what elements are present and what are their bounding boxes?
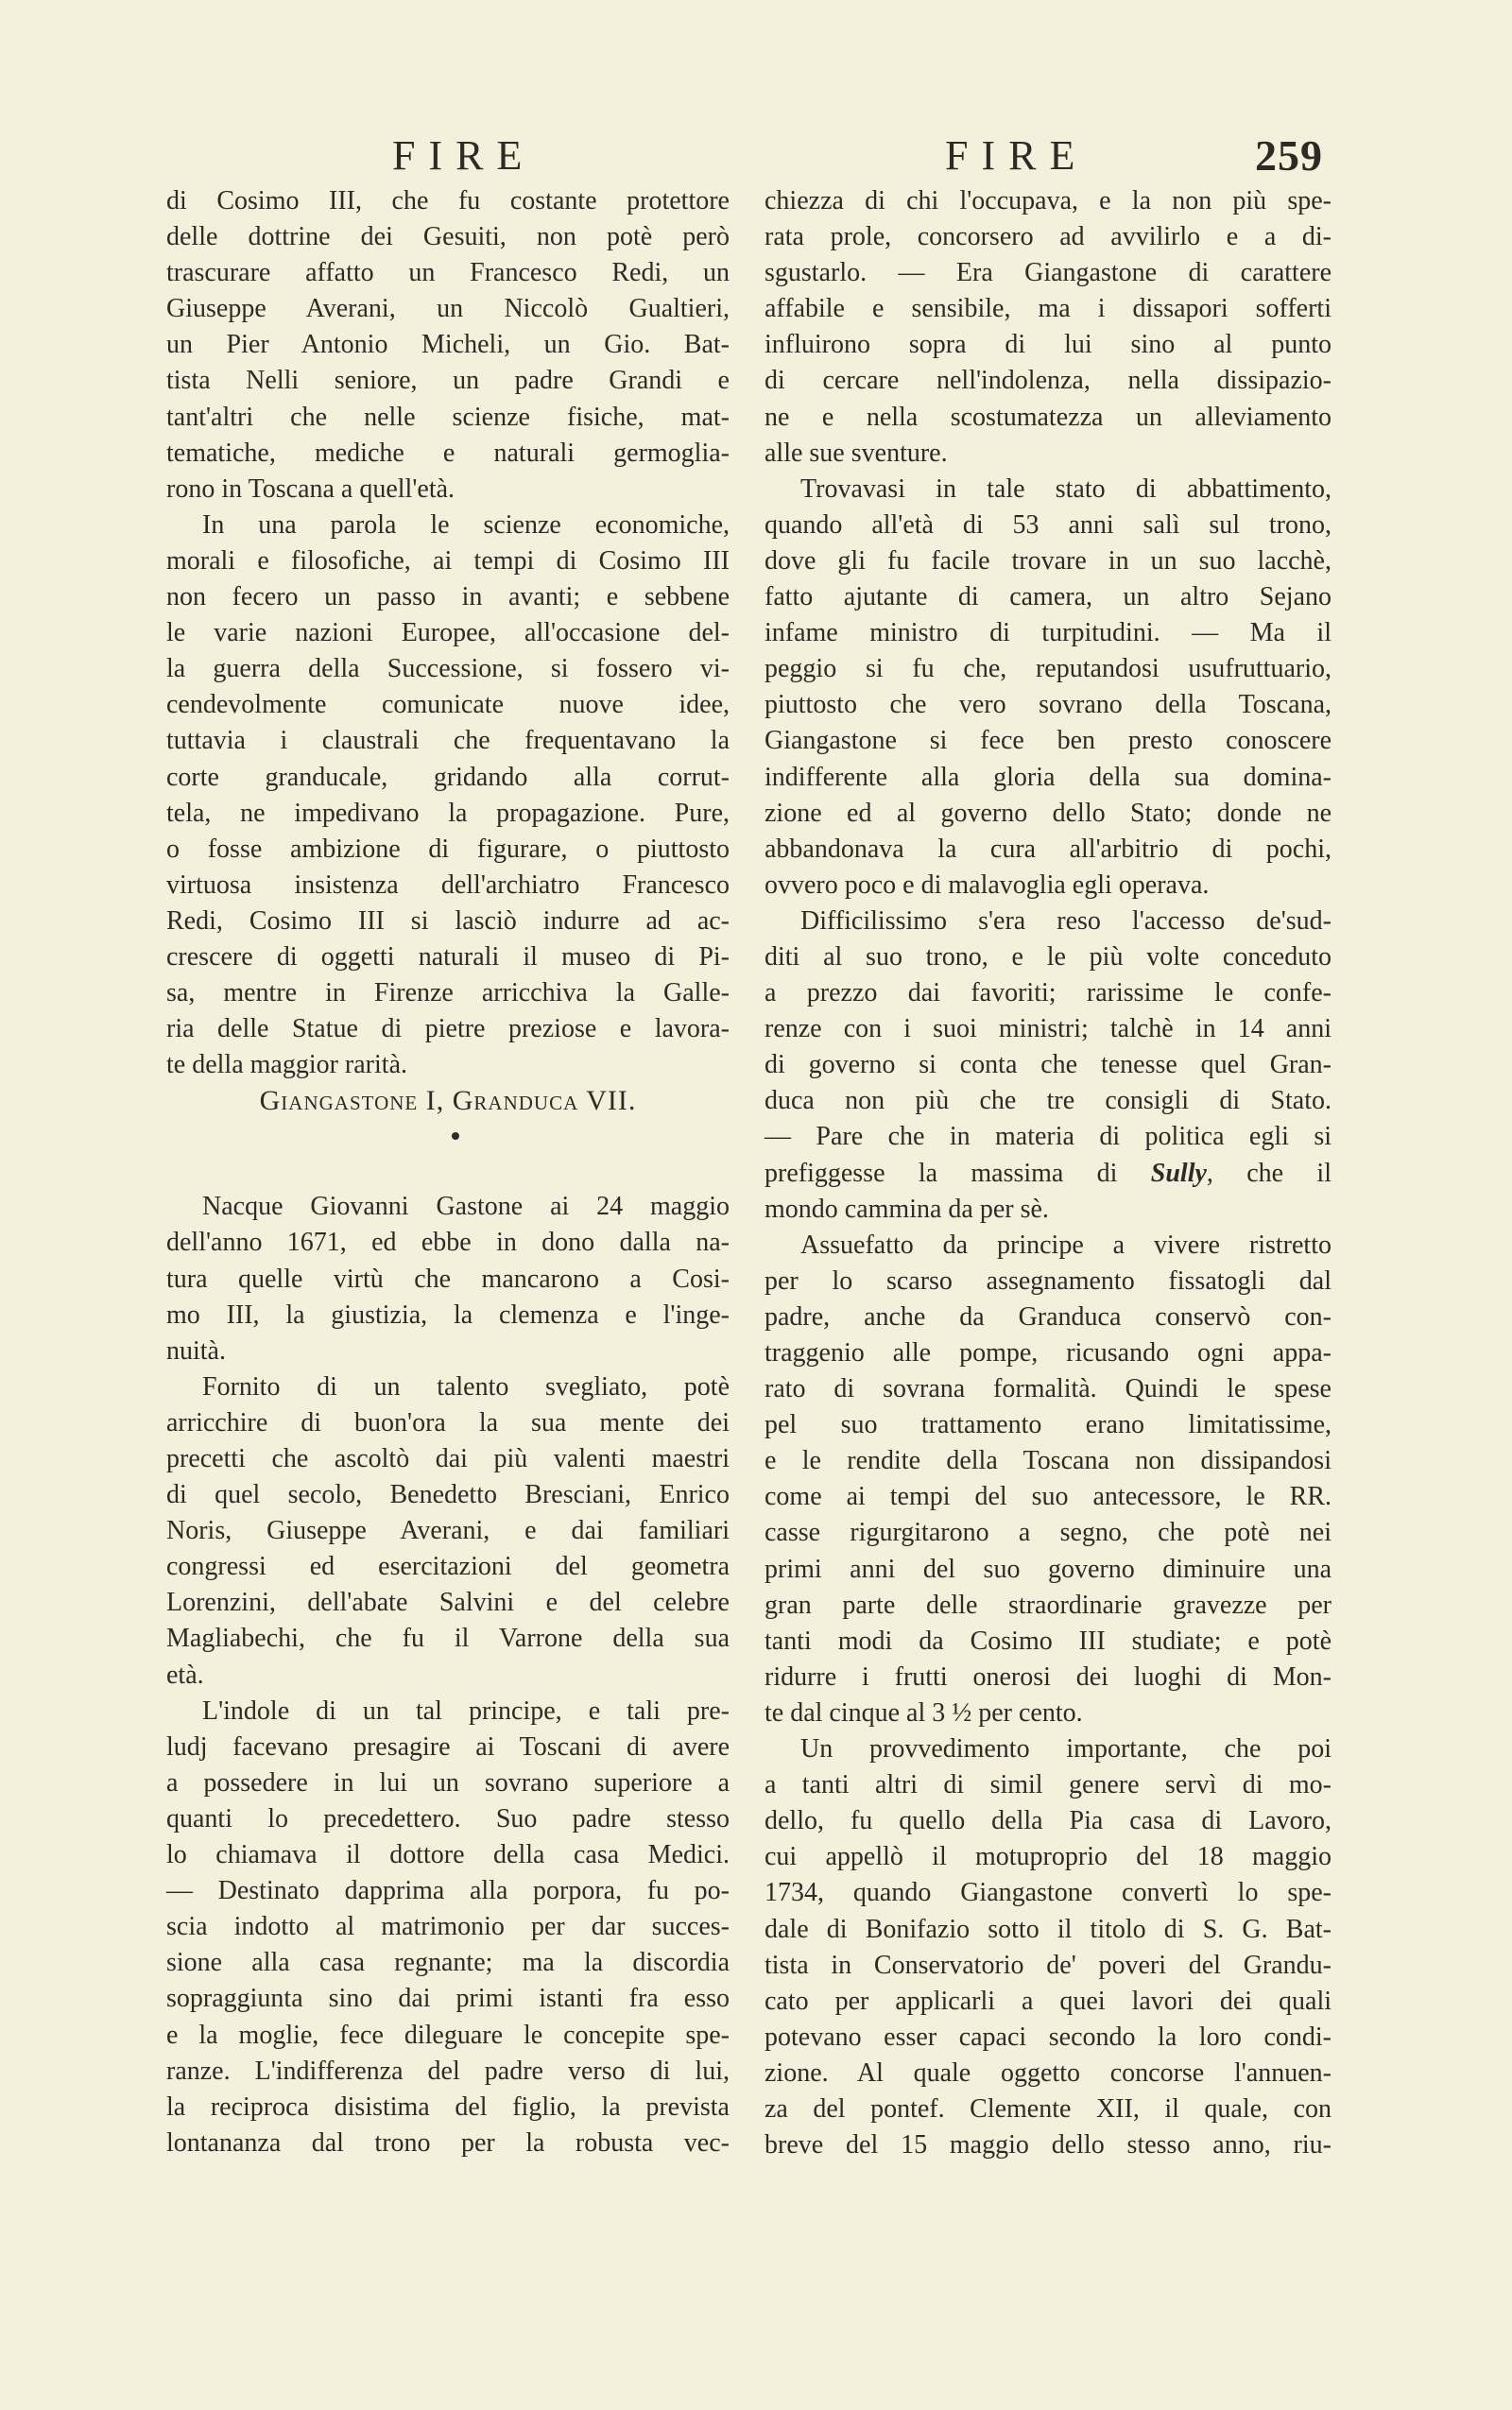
- text-line: corte granducale, gridando alla corrut-: [166, 762, 730, 792]
- text-line: scia indotto al matrimonio per dar succes-: [166, 1912, 730, 1942]
- text-line: indifferente alla gloria della sua domina-: [765, 762, 1332, 792]
- text-line: quando all'età di 53 anni salì sul trono,: [765, 509, 1332, 540]
- text-segment: , che il: [1206, 1158, 1332, 1188]
- text-segment: prefiggesse la massima di: [765, 1158, 1151, 1188]
- text-line: peggio si fu che, reputandosi usufruttuario,: [765, 654, 1332, 684]
- text-line: Redi, Cosimo III si lasciò indurre ad ac-: [166, 905, 730, 936]
- text-line: ria delle Statue di pietre preziose e lavora-: [166, 1014, 730, 1044]
- text-line: a tanti altri di simil genere servì di mo-: [765, 1770, 1332, 1800]
- ornament-dot: [452, 1132, 459, 1140]
- text-line: affabile e sensibile, ma i dissapori sofferti: [765, 294, 1332, 324]
- paragraph: [765, 1731, 1332, 2163]
- text-line: Un provvedimento importante, che poi: [800, 1734, 1332, 1764]
- text-line: ranze. L'indifferenza del padre verso di lui,: [166, 2056, 730, 2086]
- text-line: la reciproca disistima del figlio, la prevista: [166, 2092, 730, 2122]
- text-line: traggenio alle pompe, ricusando ogni appa-: [765, 1338, 1332, 1368]
- text-line: a possedere in lui un sovrano superiore a: [166, 1767, 730, 1798]
- italic-name: Sully: [1150, 1158, 1207, 1188]
- text-line: — Destinato dapprima alla porpora, fu po-: [166, 1876, 730, 1906]
- text-line: Difficilissimo s'era reso l'accesso de'sud-: [800, 905, 1332, 936]
- text-line: te della maggior rarità.: [166, 1050, 407, 1080]
- text-line: zione ed al governo dello Stato; donde ne: [765, 798, 1332, 828]
- text-line: e la moglie, fece dileguare le concepite spe-: [166, 2020, 730, 2050]
- text-line: sgustarlo. — Era Giangastone di carattere: [765, 258, 1332, 288]
- text-line: cato per applicarli a quei lavori dei quali: [765, 1986, 1332, 2016]
- text-line: dello, fu quello della Pia casa di Lavoro,: [765, 1806, 1332, 1836]
- text-line: alle sue sventure.: [765, 438, 948, 468]
- text-line: Assuefatto da principe a vivere ristretto: [800, 1230, 1332, 1260]
- text-line: ne e nella scostumatezza un alleviamento: [765, 402, 1332, 432]
- paragraph: [166, 1369, 730, 1694]
- text-line: come ai tempi del suo antecessore, le RR.: [765, 1482, 1332, 1512]
- text-line: 1734, quando Giangastone convertì lo spe-: [765, 1878, 1332, 1908]
- text-line: tista Nelli seniore, un padre Grandi e: [166, 366, 730, 396]
- text-line: chiezza di chi l'occupava, e la non più spe-: [765, 186, 1332, 215]
- text-line: cui appellò il motuproprio del 18 maggio: [765, 1842, 1332, 1872]
- text-line: lontananza dal trono per la robusta vec-: [166, 2127, 730, 2158]
- text-line: tanti modi da Cosimo III studiate; e potè: [765, 1626, 1332, 1656]
- text-line: delle dottrine dei Gesuiti, non potè però: [166, 222, 730, 252]
- text-line: infame ministro di turpitudini. — Ma il: [765, 618, 1332, 648]
- text-line: ludj facevano presagire ai Toscani di avere: [166, 1731, 730, 1762]
- text-line: potevano esser capaci secondo la loro condi-: [765, 2022, 1332, 2052]
- text-line: di cercare nell'indolenza, nella dissipazio-: [765, 366, 1332, 396]
- text-line: Noris, Giuseppe Averani, e dai familiari: [166, 1516, 730, 1546]
- text-line: di Cosimo III, che fu costante protettore: [166, 186, 730, 215]
- text-line: Giangastone si fece ben presto conoscere: [765, 726, 1332, 756]
- text-line: crescere di oggetti naturali il museo di Pi-: [166, 941, 730, 972]
- text-line: virtuosa insistenza dell'archiatro Francesco: [166, 869, 730, 900]
- text-line: diti al suo trono, e le più volte conceduto: [765, 941, 1332, 972]
- section-heading: Giangastone I, Granduca VII.: [259, 1085, 637, 1117]
- text-line: le varie nazioni Europee, all'occasione del-: [166, 618, 730, 648]
- right-text-column: [765, 183, 1332, 2163]
- paragraph: [166, 1694, 730, 2161]
- left-text-column: [166, 183, 730, 2161]
- text-line: primi anni del suo governo diminuire una: [765, 1554, 1332, 1584]
- paragraph: [765, 1228, 1332, 1731]
- text-line: per lo scarso assegnamento fissatogli dal: [765, 1265, 1332, 1296]
- running-head-right: FIRE: [945, 132, 1089, 179]
- text-line: In una parola le scienze economiche,: [202, 509, 730, 540]
- text-line: dove gli fu facile trovare in un suo lacchè,: [765, 545, 1332, 576]
- text-line: la guerra della Successione, si fossero vi-: [166, 654, 730, 684]
- text-line: tant'altri che nelle scienze fisiche, mat-: [166, 402, 730, 432]
- text-line: tura quelle virtù che mancarono a Cosi-: [166, 1264, 730, 1294]
- text-line: Fornito di un talento svegliato, potè: [202, 1371, 730, 1402]
- text-line: pel suo trattamento erano limitatissime,: [765, 1410, 1332, 1440]
- text-line: trascurare affatto un Francesco Redi, un: [166, 258, 730, 288]
- text-line: rono in Toscana a quell'età.: [166, 473, 455, 504]
- text-line: a prezzo dai favoriti; rarissime le confe-: [765, 978, 1332, 1008]
- text-line: rato di sovrana formalità. Quindi le spese: [765, 1374, 1332, 1404]
- text-line: padre, anche da Granduca conservò con-: [765, 1301, 1332, 1332]
- paragraph: [166, 508, 730, 1084]
- text-line: morali e filosofiche, ai tempi di Cosimo III: [166, 545, 730, 576]
- text-line: te dal cinque al 3 ½ per cento.: [765, 1697, 1083, 1728]
- text-line: tista in Conservatorio de' poveri del Grandu-: [765, 1950, 1332, 1980]
- text-line: tuttavia i claustrali che frequentavano la: [166, 726, 730, 756]
- page-number: 259: [1255, 131, 1323, 180]
- text-line: età.: [166, 1660, 204, 1690]
- text-line: renze con i suoi ministri; talchè in 14 anni: [765, 1014, 1332, 1044]
- text-line: [765, 1156, 1332, 1192]
- text-line: precetti che ascoltò dai più valenti maestri: [166, 1444, 730, 1473]
- text-line: L'indole di un tal principe, e tali pre-: [202, 1696, 730, 1726]
- text-line: cendevolmente comunicate nuove idee,: [166, 690, 730, 720]
- text-line: influirono sopra di lui sino al punto: [765, 330, 1332, 360]
- text-line: casse rigurgitarono a segno, che potè nei: [765, 1518, 1332, 1548]
- text-line: sopraggiunta sino dai primi istanti fra esso: [166, 1984, 730, 2014]
- paragraph: [166, 183, 730, 508]
- text-line: Giuseppe Averani, un Niccolò Gualtieri,: [166, 294, 730, 324]
- text-line: Magliabechi, che fu il Varrone della sua: [166, 1624, 730, 1654]
- text-line: congressi ed esercitazioni del geometra: [166, 1552, 730, 1582]
- running-head-left: FIRE: [392, 132, 536, 179]
- text-line: za del pontef. Clemente XII, il quale, con: [765, 2093, 1332, 2124]
- text-line: gran parte delle straordinarie gravezze per: [765, 1590, 1332, 1620]
- text-line: tematiche, mediche e naturali germoglia-: [166, 438, 730, 468]
- text-line: nuità.: [166, 1335, 226, 1366]
- text-line: quanti lo precedettero. Suo padre stesso: [166, 1803, 730, 1833]
- text-line: Lorenzini, dell'abate Salvini e del celebre: [166, 1588, 730, 1618]
- text-line: arricchire di buon'ora la sua mente dei: [166, 1407, 730, 1437]
- text-line: di governo si conta che tenesse quel Gran-: [765, 1050, 1332, 1080]
- text-line: zione. Al quale oggetto concorse l'annuen-: [765, 2057, 1332, 2088]
- paragraph: [765, 183, 1332, 472]
- text-line: rata prole, concorsero ad avvilirlo e a di-: [765, 222, 1332, 252]
- text-line: e le rendite della Toscana non dissipandosi: [765, 1446, 1332, 1476]
- text-line: o fosse ambizione di figurare, o piuttosto: [166, 834, 730, 864]
- text-line: Nacque Giovanni Gastone ai 24 maggio: [202, 1192, 730, 1222]
- text-line: abbandonava la cura all'arbitrio di pochi,: [765, 834, 1332, 864]
- paragraph: [765, 904, 1332, 1228]
- text-line: sione alla casa regnante; ma la discordia: [166, 1948, 730, 1978]
- text-line: lo chiamava il dottore della casa Medici.: [166, 1840, 730, 1870]
- text-line: un Pier Antonio Micheli, un Gio. Bat-: [166, 330, 730, 360]
- text-line: di quel secolo, Benedetto Bresciani, Enrico: [166, 1480, 730, 1510]
- text-line: mondo cammina da per sè.: [765, 1194, 1049, 1224]
- text-line: breve del 15 maggio dello stesso anno, riu-: [765, 2130, 1332, 2160]
- text-line: dell'anno 1671, ed ebbe in dono dalla na-: [166, 1228, 730, 1258]
- text-line: Trovavasi in tale stato di abbattimento,: [800, 473, 1332, 504]
- text-line: tela, ne impedivano la propagazione. Pure,: [166, 798, 730, 828]
- text-line: — Pare che in materia di politica egli si: [765, 1122, 1332, 1152]
- text-line: fatto ajutante di camera, un altro Sejano: [765, 582, 1332, 612]
- text-line: ridurre i frutti onerosi dei luoghi di Mon-: [765, 1661, 1332, 1692]
- text-line: dale di Bonifazio sotto il titolo di S. G. Bat-: [765, 1914, 1332, 1944]
- text-line: piuttosto che vero sovrano della Toscana,: [765, 690, 1332, 720]
- paragraph: [166, 1189, 730, 1369]
- text-line: non fecero un passo in avanti; e sebbene: [166, 582, 730, 612]
- text-line: sa, mentre in Firenze arricchiva la Galle-: [166, 978, 730, 1008]
- paragraph: [765, 472, 1332, 904]
- text-line: mo III, la giustizia, la clemenza e l'inge-: [166, 1300, 730, 1330]
- text-line: ovvero poco e di malavoglia egli operava.: [765, 869, 1210, 900]
- section-heading-block: [166, 1083, 730, 1189]
- text-line: duca non più che tre consigli di Stato.: [765, 1086, 1332, 1116]
